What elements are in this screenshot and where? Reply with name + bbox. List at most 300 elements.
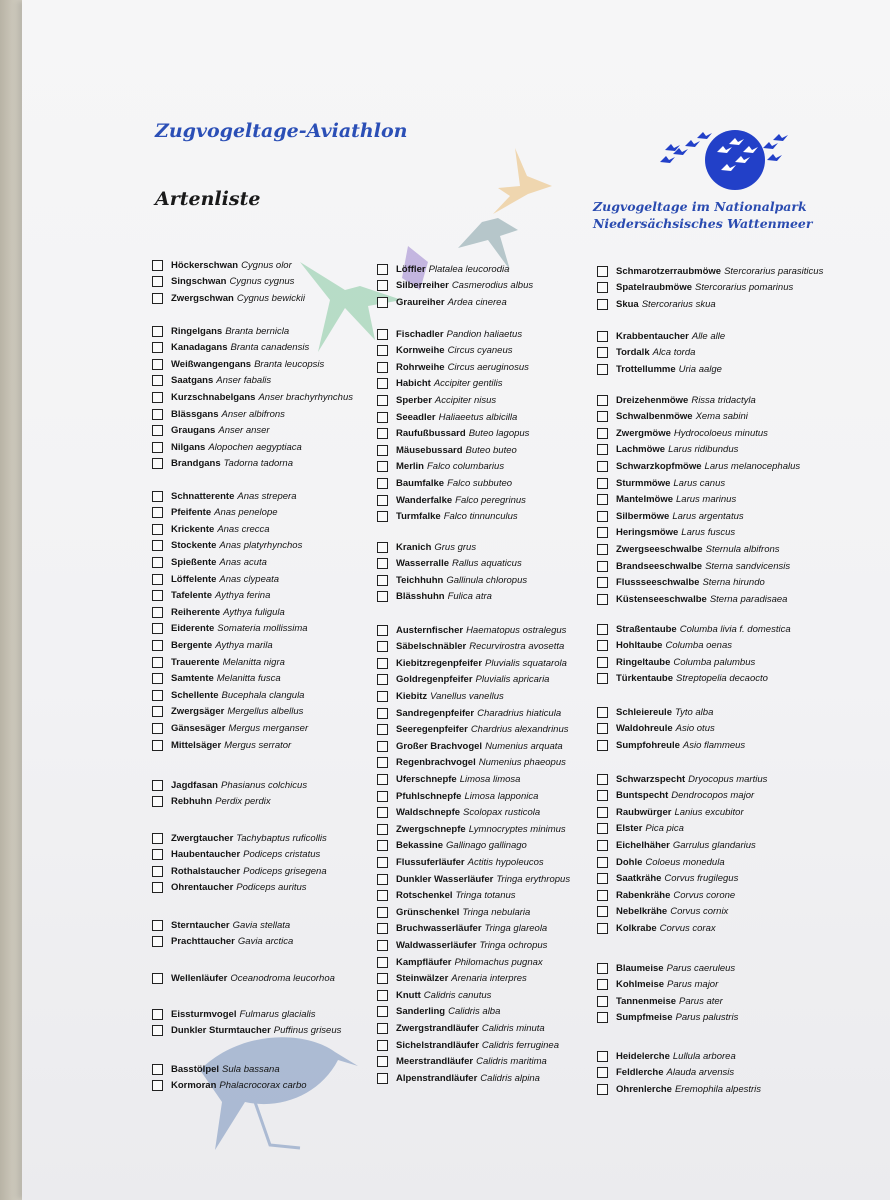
species-latin-name: Sternula albifrons [705,543,780,555]
species-checkbox[interactable] [152,833,163,844]
species-checkbox[interactable] [152,375,163,386]
species-german-name: Sperber [396,394,432,406]
species-german-name: Sturmmöwe [616,477,671,489]
species-item [597,993,723,1009]
species-latin-name: Sterna hirundo [702,577,765,589]
species-latin-name: Mergus merganser [228,722,309,734]
species-latin-name: Mergus serrator [224,739,292,751]
species-checkbox[interactable] [152,690,163,701]
species-item [597,525,735,541]
species-german-name: Krabbentaucher [616,330,689,342]
species-german-name: Graugans [171,425,216,437]
species-checkbox[interactable] [597,723,608,734]
species-checkbox[interactable] [377,658,388,669]
species-german-name: Silberreiher [396,280,449,292]
species-checkbox[interactable] [377,890,388,901]
species-item [597,263,823,279]
species-checkbox[interactable] [152,723,163,734]
species-latin-name: Circus cyaneus [447,345,513,357]
species-item [152,880,307,896]
species-item [377,442,517,458]
species-latin-name: Dryocopus martius [688,773,768,785]
species-item [377,475,512,491]
species-checkbox[interactable] [597,873,608,884]
species-item [597,392,756,408]
species-item [152,637,273,653]
species-checkbox[interactable] [152,409,163,420]
species-checkbox[interactable] [152,276,163,287]
species-checkbox[interactable] [152,640,163,651]
species-german-name: Zwergschnepfe [396,823,466,835]
species-item [597,821,684,837]
species-checkbox[interactable] [152,780,163,791]
species-checkbox[interactable] [597,331,608,342]
species-checkbox[interactable] [152,657,163,668]
species-german-name: Zwergsäger [171,706,225,718]
species-latin-name: Anser albifrons [221,408,285,420]
species-checkbox[interactable] [597,1012,608,1023]
species-german-name: Feldlerche [616,1067,664,1079]
species-checkbox[interactable] [377,874,388,885]
species-german-name: Ringeltaube [616,656,671,668]
species-checkbox[interactable] [377,857,388,868]
species-checkbox[interactable] [377,641,388,652]
species-checkbox[interactable] [377,691,388,702]
species-german-name: Prachttaucher [171,936,235,948]
species-item [597,345,695,361]
species-checkbox[interactable] [597,478,608,489]
organization-line-1: Zugvogeltage im Nationalpark [593,199,807,214]
species-checkbox[interactable] [152,623,163,634]
species-checkbox[interactable] [597,707,608,718]
species-german-name: Schellente [171,689,219,701]
species-checkbox[interactable] [377,461,388,472]
species-item [597,671,768,687]
species-checkbox[interactable] [152,706,163,717]
species-item [377,987,491,1003]
species-checkbox[interactable] [597,923,608,934]
species-checkbox[interactable] [597,1084,608,1095]
species-latin-name: Cygnus olor [241,259,292,271]
species-german-name: Dreizehenmöwe [616,394,689,406]
species-checkbox[interactable] [377,907,388,918]
species-item [377,459,504,475]
species-item [377,971,527,987]
species-checkbox[interactable] [152,293,163,304]
species-item [597,1081,761,1097]
species-checkbox[interactable] [377,297,388,308]
species-german-name: Tordalk [616,347,650,359]
species-checkbox[interactable] [597,347,608,358]
species-german-name: Löffler [396,263,426,275]
species-checkbox[interactable] [597,527,608,538]
species-item [377,1004,500,1020]
species-item [152,794,271,810]
species-item [597,1048,736,1064]
species-checkbox[interactable] [377,542,388,553]
species-checkbox[interactable] [152,920,163,931]
species-checkbox[interactable] [152,740,163,751]
species-german-name: Spatelraubmöwe [616,282,693,294]
species-latin-name: Tyto alba [674,706,714,718]
species-german-name: Waldwasserläufer [396,939,477,951]
species-latin-name: Stercorarius pomarinus [695,282,794,294]
species-german-name: Grünschenkel [396,906,460,918]
species-checkbox[interactable] [152,1025,163,1036]
species-checkbox[interactable] [152,849,163,860]
species-latin-name: Larus ridibundus [668,444,739,456]
species-checkbox[interactable] [152,326,163,337]
species-checkbox[interactable] [597,577,608,588]
species-german-name: Sandregenpfeifer [396,707,475,719]
species-checkbox[interactable] [377,329,388,340]
species-item [597,804,744,820]
species-item [377,1020,545,1036]
species-latin-name: Phalacrocorax carbo [219,1080,307,1092]
species-latin-name: Aythya ferina [215,590,271,602]
species-checkbox[interactable] [152,882,163,893]
species-german-name: Säbelschnäbler [396,641,467,653]
species-latin-name: Anas crecca [217,523,270,535]
species-german-name: Stockente [171,540,217,552]
species-german-name: Saatkrähe [616,873,662,885]
species-checkbox[interactable] [152,973,163,984]
species-german-name: Nilgans [171,441,206,453]
species-checkbox[interactable] [597,840,608,851]
species-checkbox[interactable] [152,1064,163,1075]
species-item [597,837,756,853]
species-checkbox[interactable] [377,280,388,291]
species-item [597,361,722,377]
species-checkbox[interactable] [597,561,608,572]
species-german-name: Fischadler [396,328,444,340]
species-checkbox[interactable] [152,590,163,601]
species-checkbox[interactable] [377,840,388,851]
species-latin-name: Somateria mollissima [217,623,308,635]
species-german-name: Kornweihe [396,345,445,357]
species-latin-name: Alle alle [691,330,726,342]
species-checkbox[interactable] [597,673,608,684]
species-item [377,904,530,920]
species-checkbox[interactable] [377,395,388,406]
species-checkbox[interactable] [597,624,608,635]
species-german-name: Zwergtaucher [171,832,234,844]
species-checkbox[interactable] [377,1056,388,1067]
species-latin-name: Pica pica [645,823,684,835]
species-checkbox[interactable] [152,866,163,877]
species-checkbox[interactable] [377,625,388,636]
species-latin-name: Larus argentatus [672,510,744,522]
species-german-name: Mittelsäger [171,739,222,751]
species-checkbox[interactable] [377,923,388,934]
species-german-name: Kolkrabe [616,922,657,934]
species-checkbox[interactable] [152,507,163,518]
species-german-name: Brandseeschwalbe [616,560,703,572]
species-item [377,1037,559,1053]
species-checkbox[interactable] [597,979,608,990]
species-checkbox[interactable] [152,607,163,618]
species-latin-name: Anas strepera [237,490,297,502]
species-latin-name: Uria aalge [678,363,722,375]
species-checkbox[interactable] [597,640,608,651]
species-checkbox[interactable] [152,936,163,947]
species-checkbox[interactable] [377,428,388,439]
species-item [152,604,285,620]
species-latin-name: Bucephala clangula [221,689,305,701]
species-latin-name: Lymnocryptes minimus [468,823,566,835]
species-checkbox[interactable] [597,461,608,472]
species-latin-name: Tringa ochropus [479,939,548,951]
species-german-name: Raufußbussard [396,428,466,440]
species-latin-name: Arenaria interpres [451,973,527,985]
species-checkbox[interactable] [377,724,388,735]
species-item [597,854,725,870]
species-latin-name: Aythya fuligula [223,606,285,618]
species-item [152,373,271,389]
species-german-name: Dunkler Wasserläufer [396,873,494,885]
species-checkbox[interactable] [377,757,388,768]
species-checkbox[interactable] [377,791,388,802]
species-item [377,722,569,738]
species-checkbox[interactable] [597,906,608,917]
species-german-name: Lachmöwe [616,444,666,456]
species-checkbox[interactable] [152,673,163,684]
species-checkbox[interactable] [377,445,388,456]
species-checkbox[interactable] [597,544,608,555]
species-german-name: Weißwangengans [171,358,252,370]
species-item [377,921,547,937]
species-german-name: Spießente [171,556,217,568]
species-latin-name: Numenius arquata [485,740,563,752]
species-item [377,261,509,277]
species-latin-name: Tachybaptus ruficollis [236,832,327,844]
species-latin-name: Tadorna tadorna [223,458,293,470]
species-checkbox[interactable] [597,511,608,522]
species-item [377,589,492,605]
species-german-name: Pfeifente [171,507,212,519]
species-latin-name: Limosa lapponica [464,790,539,802]
species-checkbox[interactable] [377,558,388,569]
species-checkbox[interactable] [377,807,388,818]
species-checkbox[interactable] [597,594,608,605]
species-german-name: Zwergschwan [171,292,234,304]
species-checkbox[interactable] [597,790,608,801]
species-checkbox[interactable] [597,411,608,422]
species-latin-name: Tringa glareola [484,923,548,935]
species-german-name: Zwergmöwe [616,427,671,439]
species-checkbox[interactable] [597,1051,608,1062]
species-checkbox[interactable] [377,575,388,586]
species-checkbox[interactable] [377,1023,388,1034]
species-latin-name: Larus canus [673,477,726,489]
species-checkbox[interactable] [377,940,388,951]
species-checkbox[interactable] [377,957,388,968]
species-german-name: Sanderling [396,1006,446,1018]
species-checkbox[interactable] [597,282,608,293]
species-german-name: Brandgans [171,458,221,470]
species-german-name: Mantelmöwe [616,494,674,506]
species-checkbox[interactable] [597,444,608,455]
species-latin-name: Sula bassana [222,1063,280,1075]
species-checkbox[interactable] [152,557,163,568]
species-item [152,1023,341,1039]
species-item [597,871,738,887]
species-checkbox[interactable] [597,364,608,375]
species-latin-name: Corvus frugilegus [664,873,739,885]
species-checkbox[interactable] [377,511,388,522]
species-checkbox[interactable] [377,1040,388,1051]
species-item [152,671,281,687]
species-checkbox[interactable] [377,591,388,602]
species-checkbox[interactable] [597,963,608,974]
species-checkbox[interactable] [152,524,163,535]
species-latin-name: Hydrocoloeus minutus [673,427,768,439]
species-latin-name: Larus melanocephalus [704,460,801,472]
species-german-name: Alpenstrandläufer [396,1072,478,1084]
species-checkbox[interactable] [377,973,388,984]
species-german-name: Heidelerche [616,1050,670,1062]
species-item [597,904,728,920]
species-item [377,954,543,970]
species-checkbox[interactable] [152,359,163,370]
species-latin-name: Streptopelia decaocto [676,673,768,685]
species-latin-name: Podiceps auritus [236,882,307,894]
species-item [377,572,527,588]
species-checkbox[interactable] [597,1067,608,1078]
species-german-name: Baumfalke [396,477,445,489]
species-german-name: Graureiher [396,296,445,308]
species-checkbox[interactable] [152,425,163,436]
species-latin-name: Actitis hypoleucos [467,856,544,868]
species-checkbox[interactable] [597,494,608,505]
species-checkbox[interactable] [152,491,163,502]
species-item [597,328,725,344]
species-checkbox[interactable] [377,264,388,275]
species-item [377,821,566,837]
species-checkbox[interactable] [597,266,608,277]
species-checkbox[interactable] [377,741,388,752]
species-checkbox[interactable] [597,807,608,818]
species-german-name: Haubentaucher [171,849,241,861]
species-checkbox[interactable] [377,378,388,389]
species-item [377,326,522,342]
species-latin-name: Parus palustris [675,1012,739,1024]
species-checkbox[interactable] [377,495,388,506]
species-latin-name: Parus major [667,979,719,991]
species-checkbox[interactable] [152,540,163,551]
species-german-name: Blässgans [171,408,219,420]
species-checkbox[interactable] [597,890,608,901]
organization-line-2: Niedersächsisches Wattenmeer [593,216,813,231]
species-checkbox[interactable] [597,395,608,406]
species-item [597,575,765,591]
species-item [377,409,517,425]
species-checkbox[interactable] [597,428,608,439]
species-checkbox[interactable] [377,708,388,719]
species-latin-name: Falco subbuteo [447,477,513,489]
species-checkbox[interactable] [377,412,388,423]
species-german-name: Dunkler Sturmtaucher [171,1025,271,1037]
species-checkbox[interactable] [152,392,163,403]
species-german-name: Wellenläufer [171,972,228,984]
species-latin-name: Anser fabalis [216,375,272,387]
species-checkbox[interactable] [152,458,163,469]
species-latin-name: Mergellus albellus [227,706,304,718]
species-german-name: Uferschnepfe [396,773,457,785]
species-checkbox[interactable] [377,1073,388,1084]
species-checkbox[interactable] [597,774,608,785]
species-german-name: Bruchwasserläufer [396,923,482,935]
species-german-name: Steinwälzer [396,973,449,985]
species-item [597,558,790,574]
species-checkbox[interactable] [152,260,163,271]
species-latin-name: Fulica atra [447,591,492,603]
species-item [152,1078,307,1094]
species-item [377,278,533,294]
species-item [597,409,748,425]
species-checkbox[interactable] [152,1080,163,1091]
species-item [377,639,564,655]
species-latin-name: Dendrocopos major [671,790,755,802]
species-checkbox[interactable] [152,796,163,807]
species-latin-name: Coloeus monedula [645,856,725,868]
species-item [152,290,305,306]
species-checkbox[interactable] [377,990,388,1001]
species-checkbox[interactable] [377,674,388,685]
species-german-name: Flussseeschwalbe [616,577,700,589]
binder-edge [0,0,22,1200]
species-item [152,456,293,472]
species-item [377,556,522,572]
species-latin-name: Buteo buteo [465,444,517,456]
species-latin-name: Calidris canutus [423,989,492,1001]
species-checkbox[interactable] [377,345,388,356]
species-german-name: Knutt [396,989,421,1001]
species-latin-name: Haematopus ostralegus [466,624,567,636]
species-german-name: Heringsmöwe [616,527,679,539]
species-item [377,755,566,771]
species-checkbox[interactable] [597,996,608,1007]
species-checkbox[interactable] [377,478,388,489]
species-latin-name: Perdix perdix [215,796,271,808]
species-checkbox[interactable] [152,342,163,353]
species-checkbox[interactable] [377,824,388,835]
species-checkbox[interactable] [377,774,388,785]
species-item [597,721,715,737]
species-item [152,847,320,863]
species-latin-name: Lullula arborea [672,1050,736,1062]
species-checkbox[interactable] [597,740,608,751]
species-german-name: Blässhuhn [396,591,445,603]
species-latin-name: Circus aeruginosus [447,361,529,373]
species-latin-name: Melanitta fusca [216,673,281,685]
species-checkbox[interactable] [377,362,388,373]
species-latin-name: Fulmarus glacialis [239,1008,316,1020]
species-checkbox[interactable] [597,823,608,834]
species-checkbox[interactable] [597,299,608,310]
species-checkbox[interactable] [377,1006,388,1017]
species-item [597,887,735,903]
species-item [152,588,270,604]
species-checkbox[interactable] [152,1009,163,1020]
species-german-name: Gänsesäger [171,722,226,734]
species-item [152,934,293,950]
species-checkbox[interactable] [597,657,608,668]
species-checkbox[interactable] [597,857,608,868]
species-checkbox[interactable] [152,574,163,585]
species-checkbox[interactable] [152,442,163,453]
species-item [152,488,297,504]
